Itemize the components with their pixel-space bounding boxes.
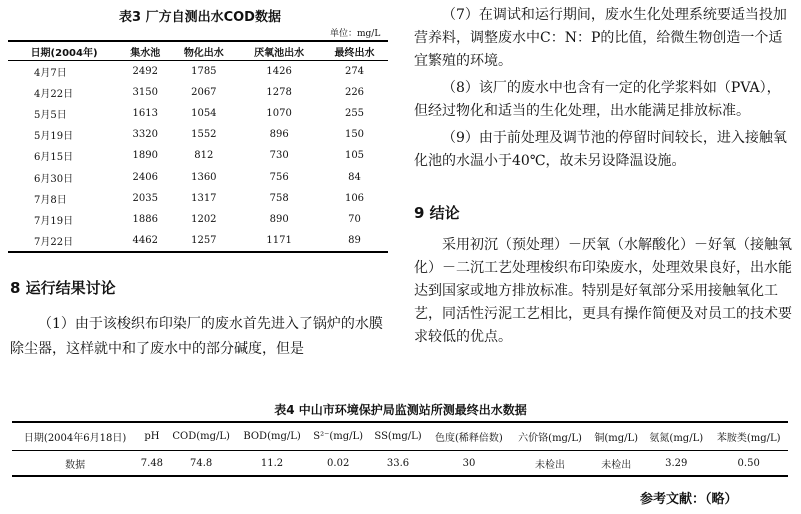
table-row: [8, 230, 388, 252]
table-cell: 5月19日: [34, 131, 74, 143]
table4-header-ammonia: 氨氮(mg/L): [649, 433, 704, 444]
table-cell: 6月15日: [34, 152, 74, 164]
table4-header-aniline: 苯胺类(mg/L): [716, 433, 781, 444]
table3-header-date: 日期(2004年): [30, 47, 98, 59]
table-cell: 812: [194, 150, 214, 162]
table-cell: 105: [344, 150, 365, 162]
table-cell: 7月19日: [34, 215, 74, 227]
table3: [8, 40, 388, 253]
table-cell: 2067: [191, 87, 217, 99]
table-cell: 4462: [132, 234, 158, 246]
table-row: [8, 209, 388, 230]
table-row: [8, 188, 388, 209]
section8-paragraph: （1）由于该梭织布印染厂的废水首先进入了锅炉的水膜除尘器，这样就中和了废水中的部分碱度，但是: [10, 316, 383, 357]
table-cell: 226: [344, 87, 365, 99]
table-cell: 890: [269, 213, 289, 225]
table-cell: 1257: [191, 234, 217, 246]
table-cell: 756: [269, 171, 289, 183]
table-row: [8, 145, 388, 166]
table-cell: 89: [348, 234, 361, 246]
table4-header-sulfide: S²⁻(mg/L): [313, 431, 364, 442]
table-cell: 1070: [266, 108, 292, 120]
table-cell: 106: [344, 192, 365, 204]
table-cell: 758: [269, 192, 289, 204]
table4-header-row: [12, 422, 788, 451]
table-cell: 1613: [132, 108, 158, 120]
table-cell: 0.50: [737, 457, 760, 469]
table4-header-date: 日期(2004年6月18日): [23, 433, 127, 444]
section9-heading: 9 结论: [414, 204, 460, 222]
table-cell: 730: [269, 150, 289, 162]
table-cell: 4月22日: [34, 89, 74, 101]
table-cell: 7月22日: [34, 236, 74, 248]
table-cell: 84: [348, 171, 361, 183]
table-cell: 1278: [266, 87, 292, 99]
table-cell: 30: [462, 457, 476, 469]
table-row: [12, 451, 788, 477]
table-cell: 74.8: [190, 457, 213, 469]
table-cell: 未检出: [535, 459, 566, 471]
table-cell: 1317: [191, 192, 217, 204]
table-cell: 2406: [132, 171, 158, 183]
table4-header-ss: SS(mg/L): [374, 431, 422, 442]
table-cell: 0.02: [327, 457, 350, 469]
item8-paragraph: （8）该厂的废水中也含有一定的化学浆料如（PVA），但经过物化和适当的生化处理，出水能满足排放标准。: [414, 80, 781, 119]
table-cell: 5月5日: [34, 110, 67, 122]
table-cell: 255: [344, 108, 365, 120]
table-row: [8, 82, 388, 103]
table-cell: 150: [344, 129, 365, 141]
table3-title: 表3 厂方自测出水COD数据: [119, 10, 281, 25]
table-cell: 3150: [132, 87, 158, 99]
table-cell: 274: [344, 66, 365, 78]
table-cell: 1426: [266, 66, 292, 78]
table-cell: 33.6: [386, 457, 410, 469]
table3-header-row: [8, 41, 388, 61]
table-cell: 1360: [191, 171, 217, 183]
table-row: [8, 124, 388, 145]
table-cell: 1054: [191, 108, 217, 120]
table-cell: 2492: [132, 66, 158, 78]
table-cell: 3.29: [665, 457, 688, 469]
table-cell: 6月30日: [34, 173, 74, 185]
table-cell: 7.48: [140, 457, 164, 469]
table-cell: 1552: [191, 129, 217, 141]
table-cell: 896: [269, 129, 289, 141]
table-row: [8, 61, 388, 83]
table-cell: 1890: [132, 150, 158, 162]
item7-paragraph: （7）在调试和运行期间，废水生化处理系统要适当投加营养料，调整废水中C：N：P的比值，给微生物创造一个适宜繁殖的环境。: [414, 7, 787, 69]
table4-header-chromium: 六价铬(mg/L): [518, 433, 582, 444]
section8-heading: 8 运行结果讨论: [10, 279, 116, 297]
table3-unit: 单位：mg/L: [330, 29, 381, 39]
table3-header-physchem-effluent: 物化出水: [183, 47, 224, 59]
table4-header-ph: pH: [144, 431, 160, 442]
table-cell: 1886: [132, 213, 158, 225]
table-cell: 1785: [191, 66, 217, 78]
table4-header-bod: BOD(mg/L): [243, 431, 301, 442]
table4-title: 表4 中山市环境保护局监测站所测最终出水数据: [274, 403, 527, 417]
table4-header-copper: 铜(mg/L): [594, 433, 639, 444]
table4: [12, 421, 788, 477]
item9-paragraph: （9）由于前处理及调节池的停留时间较长，进入接触氧化池的水温小于40℃，故未另设降温设施。: [414, 130, 787, 169]
table3-header-collection-tank: 集水池: [130, 47, 161, 59]
table3-header-final-effluent: 最终出水: [334, 47, 375, 59]
references-note: 参考文献：（略）: [640, 492, 738, 507]
table4-header-color: 色度(稀释倍数): [435, 433, 503, 444]
table-cell: 未检出: [601, 459, 632, 471]
table-cell: 70: [348, 213, 361, 225]
table-cell: 1171: [266, 234, 292, 246]
table-cell: 7月8日: [34, 194, 67, 206]
table-row: [8, 166, 388, 187]
table-cell: 2035: [132, 192, 158, 204]
table-cell: 数据: [65, 459, 86, 471]
table-cell: 4月7日: [34, 68, 67, 80]
table-cell: 11.2: [260, 457, 284, 469]
table-cell: 1202: [191, 213, 217, 225]
table3-header-anaerobic-effluent: 厌氧池出水: [254, 47, 305, 59]
conclusion-paragraph: 采用初沉（预处理）－厌氧（水解酸化）－好氧（接触氧化）－二沉工艺处理梭织布印染废水，处理效果良好，出水能达到国家或地方排放标准。特别是好氧部分采用接触氧化工艺，同活性污泥工艺相比，更具有操作简便及对员工的技术要求较低的优点。: [414, 237, 792, 345]
table-row: [8, 103, 388, 124]
table-cell: 3320: [132, 129, 158, 141]
table4-header-cod: COD(mg/L): [172, 431, 230, 442]
